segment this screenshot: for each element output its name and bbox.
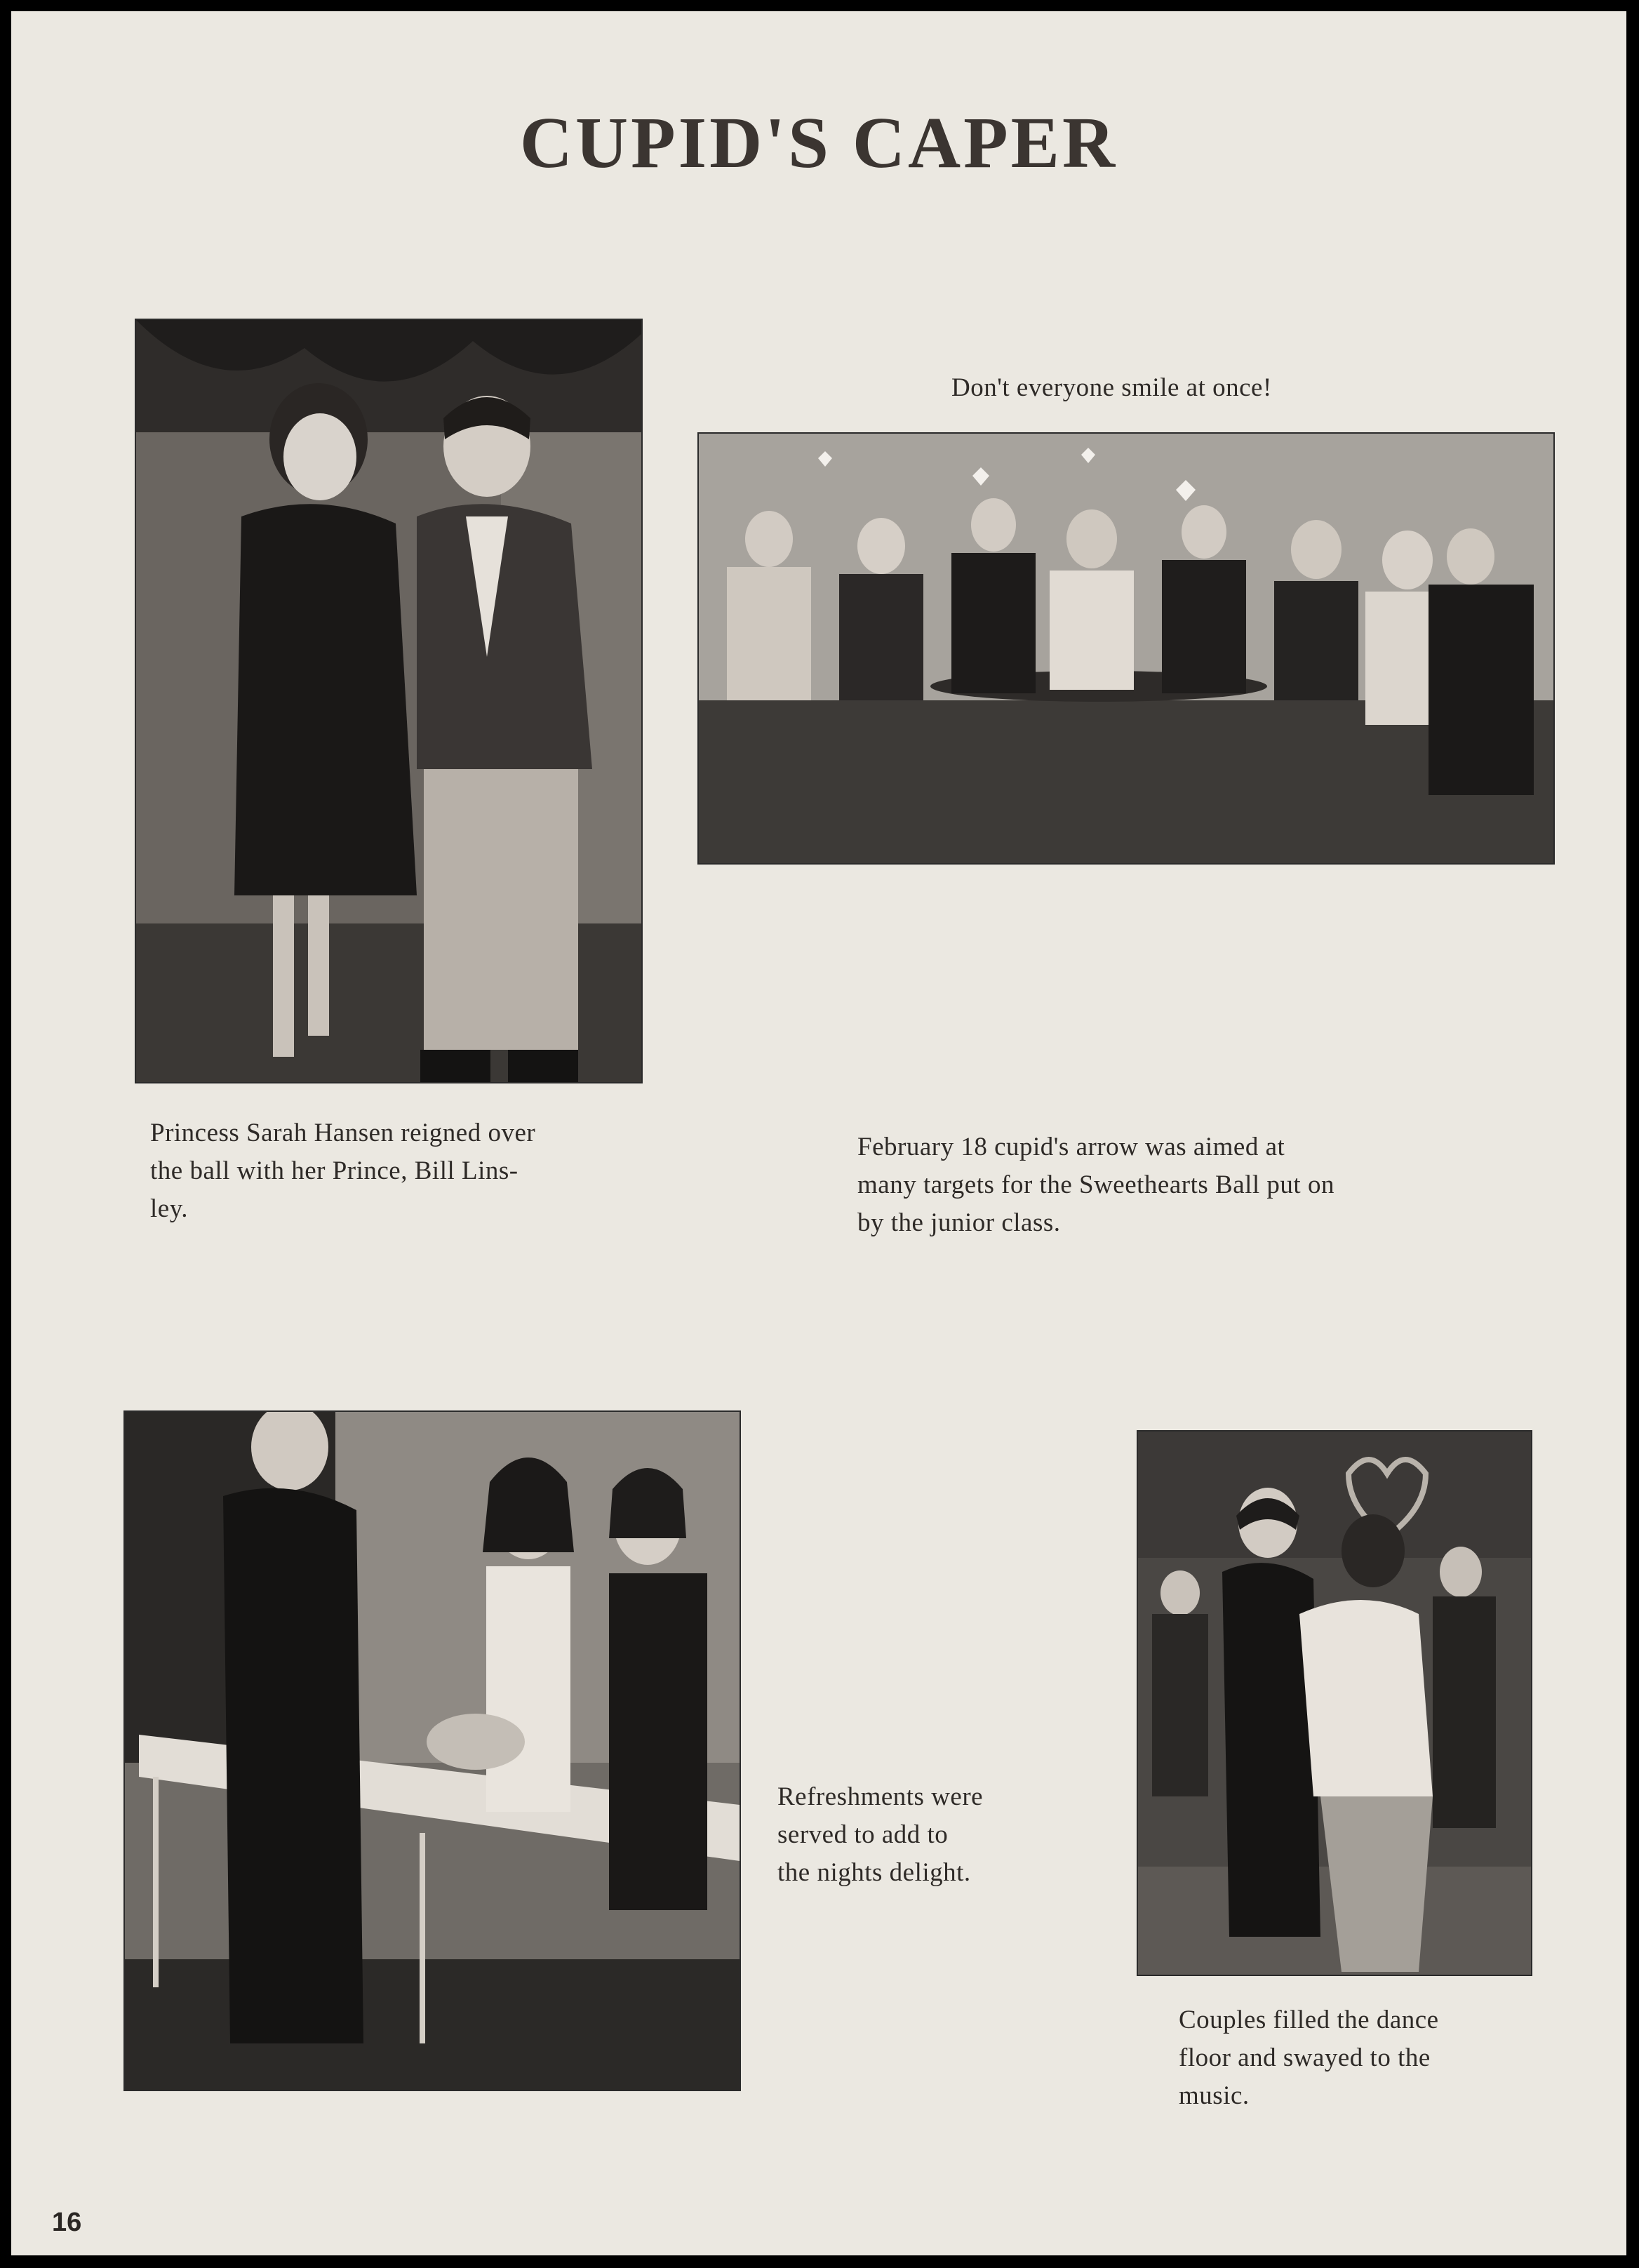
table-photo <box>699 434 1553 863</box>
page-number: 16 <box>52 2208 82 2237</box>
royalty-photo <box>136 320 641 1082</box>
refreshments-photo-image <box>125 1412 740 2090</box>
dance-photo <box>1138 1432 1531 1975</box>
yearbook-page <box>11 11 1626 2255</box>
table-caption: February 18 cupid's arrow was aimed at many targets for the Sweethearts Ball put on by the junior class. <box>857 1133 1334 1237</box>
dance-caption: Couples filled the dance floor and swayed to the music. <box>1179 2006 1439 2110</box>
table-photo-image <box>699 434 1553 863</box>
royalty-caption: Princess Sarah Hansen reigned over the ball with her Prince, Bill Lins- ley. <box>150 1119 536 1223</box>
dance-photo-image <box>1138 1432 1531 1975</box>
royalty-photo-image <box>136 320 641 1082</box>
refreshments-photo <box>125 1412 740 2090</box>
table-photo-top-caption: Don't everyone smile at once! <box>951 373 1272 402</box>
page-title: CUPID'S CAPER <box>519 102 1118 183</box>
refreshments-caption: Refreshments were served to add to the nights delight. <box>777 1782 984 1887</box>
